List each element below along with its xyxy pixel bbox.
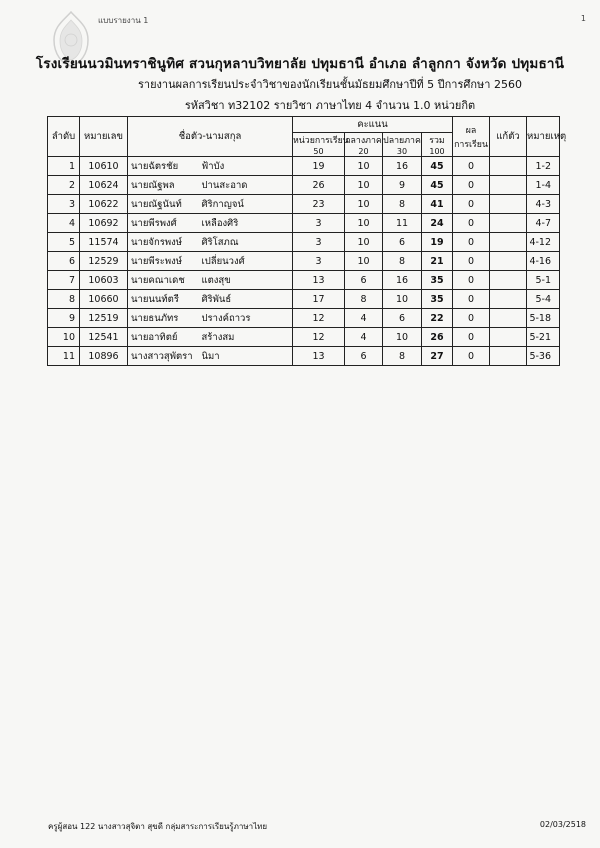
row-final-score: 8 [383, 195, 422, 214]
row-first-name: นายพีระพงษ์ [128, 252, 200, 271]
row-first-name: นายนนท์ตรี [128, 290, 200, 309]
row-midterm-score: 8 [345, 290, 383, 309]
row-student-id: 12541 [80, 328, 128, 347]
row-corrected [490, 271, 527, 290]
header-total [422, 133, 453, 157]
row-unit-score: 13 [293, 347, 345, 366]
table-row [48, 157, 560, 176]
row-seq: 3 [48, 195, 80, 214]
row-unit-score: 26 [293, 176, 345, 195]
row-last-name: เปลี่ยนวงศ์ [200, 252, 293, 271]
school-title: โรงเรียนนวมินทราชินูทิศ สวนกุหลาบวิทยาลัย ปทุมธานี อำเภอ ลำลูกกา จังหวัด ปทุมธานี [35, 56, 565, 72]
row-seq: 2 [48, 176, 80, 195]
row-final-score: 10 [383, 290, 422, 309]
print-date: 02/03/2518 [539, 820, 586, 829]
row-result: 0 [453, 195, 490, 214]
row-result: 0 [453, 214, 490, 233]
row-unit-score: 23 [293, 195, 345, 214]
form-tag: แบบรายงาน 1 [98, 16, 149, 25]
row-first-name: นายพีรพงศ์ [128, 214, 200, 233]
row-last-name: ศิริกาญจน์ [200, 195, 293, 214]
row-final-score: 16 [383, 157, 422, 176]
header-name: ชื่อตัว-นามสกุล [128, 117, 293, 157]
row-unit-score: 3 [293, 252, 345, 271]
row-student-id: 10692 [80, 214, 128, 233]
row-last-name: สร้างสม [200, 328, 293, 347]
table-row [48, 195, 560, 214]
row-unit-score: 12 [293, 309, 345, 328]
row-first-name: นายอาทิตย์ [128, 328, 200, 347]
page-number: 1 [580, 14, 586, 23]
header-midterm-label: กลางภาค [345, 136, 382, 146]
row-corrected [490, 290, 527, 309]
row-first-name: นายณัฐพล [128, 176, 200, 195]
row-total-score: 45 [422, 176, 453, 195]
header-student-id: หมายเลข [80, 117, 128, 157]
row-last-name: ศิริพันธ์ [200, 290, 293, 309]
row-final-score: 6 [383, 309, 422, 328]
header-midterm-max: 20 [358, 147, 369, 156]
row-corrected [490, 157, 527, 176]
row-first-name: นางสาวสุพัตรา [128, 347, 200, 366]
row-seq: 5 [48, 233, 80, 252]
row-last-name: ฟ้าบัง [200, 157, 293, 176]
subject-line: รหัสวิชา ท32102 รายวิชา ภาษาไทย 4 จำนวน 1.0 หน่วยกิต [184, 99, 476, 112]
header-corrected: แก้ตัว [490, 117, 527, 157]
row-unit-score: 12 [293, 328, 345, 347]
row-result: 0 [453, 347, 490, 366]
row-corrected [490, 176, 527, 195]
table-row [48, 176, 560, 195]
row-remark: 5-18 [527, 309, 560, 328]
row-remark: 5-36 [527, 347, 560, 366]
row-student-id: 12519 [80, 309, 128, 328]
row-remark: 4-3 [527, 195, 560, 214]
row-seq: 11 [48, 347, 80, 366]
row-corrected [490, 347, 527, 366]
row-first-name: นายจักรพงษ์ [128, 233, 200, 252]
row-corrected [490, 252, 527, 271]
row-seq: 10 [48, 328, 80, 347]
row-last-name: เหลืองศิริ [200, 214, 293, 233]
row-result: 0 [453, 233, 490, 252]
row-total-score: 19 [422, 233, 453, 252]
row-midterm-score: 10 [345, 233, 383, 252]
teacher-footer: ครูผู้สอน 122 นางสาวสุจิตา สุขดี กลุ่มสาระการเรียนรู้ภาษาไทย [48, 822, 268, 831]
header-final [383, 133, 422, 157]
row-remark: 1-2 [527, 157, 560, 176]
row-last-name: นิมา [200, 347, 293, 366]
header-seq: ลำดับ [48, 117, 80, 157]
row-total-score: 35 [422, 290, 453, 309]
row-result: 0 [453, 328, 490, 347]
row-student-id: 11574 [80, 233, 128, 252]
row-midterm-score: 10 [345, 157, 383, 176]
table-row [48, 347, 560, 366]
header-final-label: ปลายภาค [383, 136, 421, 146]
row-remark: 4-16 [527, 252, 560, 271]
table-row [48, 252, 560, 271]
row-unit-score: 17 [293, 290, 345, 309]
row-first-name: นายณัฐนันท์ [128, 195, 200, 214]
row-remark: 5-4 [527, 290, 560, 309]
row-first-name: นายคณาเดช [128, 271, 200, 290]
row-result: 0 [453, 252, 490, 271]
row-unit-score: 3 [293, 214, 345, 233]
row-final-score: 6 [383, 233, 422, 252]
row-student-id: 10624 [80, 176, 128, 195]
row-corrected [490, 328, 527, 347]
table-row [48, 271, 560, 290]
header-total-max: 100 [429, 147, 445, 156]
row-remark: 5-21 [527, 328, 560, 347]
row-unit-score: 19 [293, 157, 345, 176]
row-final-score: 8 [383, 347, 422, 366]
grade-table [47, 116, 567, 366]
row-final-score: 11 [383, 214, 422, 233]
row-result: 0 [453, 271, 490, 290]
row-midterm-score: 6 [345, 271, 383, 290]
header-remark: หมายเหตุ [527, 117, 560, 157]
row-student-id: 10603 [80, 271, 128, 290]
row-result: 0 [453, 290, 490, 309]
row-total-score: 24 [422, 214, 453, 233]
row-midterm-score: 10 [345, 214, 383, 233]
row-last-name: ปรางค์ถาวร [200, 309, 293, 328]
row-midterm-score: 10 [345, 195, 383, 214]
header-unit-label: หน่วยการเรียน [293, 136, 349, 146]
row-total-score: 27 [422, 347, 453, 366]
row-unit-score: 13 [293, 271, 345, 290]
row-remark: 4-7 [527, 214, 560, 233]
row-midterm-score: 6 [345, 347, 383, 366]
row-student-id: 10622 [80, 195, 128, 214]
row-seq: 8 [48, 290, 80, 309]
header-unit-score [293, 133, 349, 157]
row-total-score: 22 [422, 309, 453, 328]
table-row [48, 233, 560, 252]
row-final-score: 9 [383, 176, 422, 195]
table-row [48, 328, 560, 347]
header-result-line1: ผล [465, 125, 477, 136]
row-remark: 5-1 [527, 271, 560, 290]
header-result-line2: การเรียน [454, 139, 488, 150]
row-student-id: 10896 [80, 347, 128, 366]
header-scores: คะแนน [293, 117, 453, 133]
row-student-id: 10610 [80, 157, 128, 176]
row-seq: 4 [48, 214, 80, 233]
row-midterm-score: 10 [345, 252, 383, 271]
header-total-label: รวม [429, 136, 445, 146]
row-last-name: ศิริโสภณ [200, 233, 293, 252]
row-final-score: 16 [383, 271, 422, 290]
row-midterm-score: 4 [345, 309, 383, 328]
row-first-name: นายธนภัทร [128, 309, 200, 328]
row-corrected [490, 214, 527, 233]
row-seq: 7 [48, 271, 80, 290]
row-seq: 9 [48, 309, 80, 328]
row-corrected [490, 233, 527, 252]
header-midterm [345, 133, 383, 157]
row-result: 0 [453, 176, 490, 195]
row-first-name: นายฉัตรชัย [128, 157, 200, 176]
row-result: 0 [453, 157, 490, 176]
row-total-score: 35 [422, 271, 453, 290]
row-student-id: 12529 [80, 252, 128, 271]
row-total-score: 45 [422, 157, 453, 176]
row-total-score: 41 [422, 195, 453, 214]
row-unit-score: 3 [293, 233, 345, 252]
report-title: รายงานผลการเรียนประจำวิชาของนักเรียนชั้นมัธยมศึกษาปีที่ 5 ปีการศึกษา 2560 [138, 78, 522, 91]
table-row [48, 309, 560, 328]
row-midterm-score: 10 [345, 176, 383, 195]
row-seq: 6 [48, 252, 80, 271]
row-total-score: 21 [422, 252, 453, 271]
row-last-name: แตงสุข [200, 271, 293, 290]
row-corrected [490, 195, 527, 214]
header-result [453, 117, 490, 157]
row-remark: 1-4 [527, 176, 560, 195]
row-last-name: ปานสะอาด [200, 176, 293, 195]
row-seq: 1 [48, 157, 80, 176]
table-row [48, 214, 560, 233]
row-corrected [490, 309, 527, 328]
row-result: 0 [453, 309, 490, 328]
row-student-id: 10660 [80, 290, 128, 309]
row-final-score: 10 [383, 328, 422, 347]
table-row [48, 290, 560, 309]
row-final-score: 8 [383, 252, 422, 271]
row-remark: 4-12 [527, 233, 560, 252]
row-midterm-score: 4 [345, 328, 383, 347]
row-total-score: 26 [422, 328, 453, 347]
header-final-max: 30 [396, 147, 408, 156]
header-unit-max: 50 [313, 147, 324, 156]
